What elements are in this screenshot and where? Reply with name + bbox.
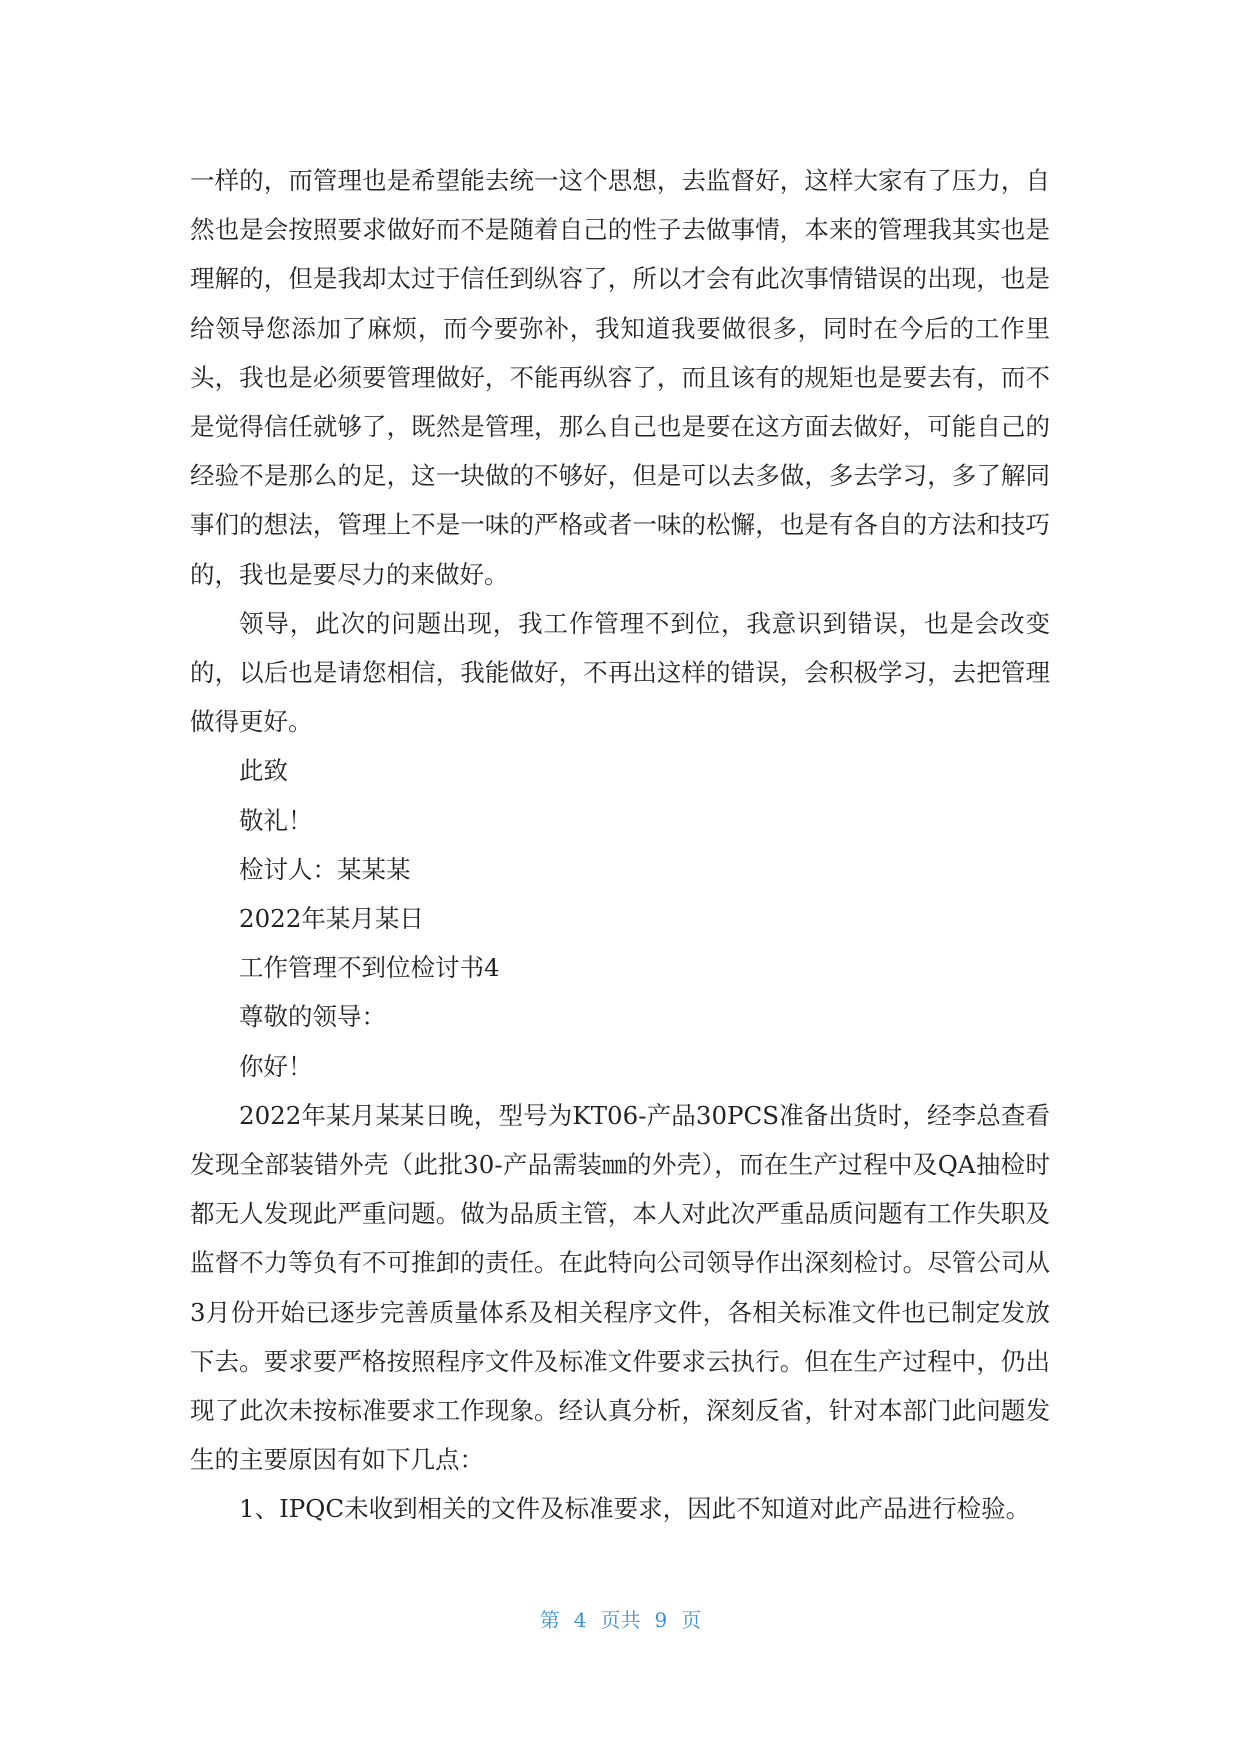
greeting: 你好！: [239, 1051, 313, 1081]
paragraph: 一样的，而管理也是希望能去统一这个思想，去监督好，这样大家有了压力，自然也是会按照要求做好而不是随着自己的性子去做事情，本来的管理我其实也是理解的，但是我却太过于信任到纵容了，所以才会有此次事情错误的出现，也是给领导您添加了麻烦，而今要弥补，我知道我要做很多，同时在今后的工作里头，我也是必须要管理做好，不能再纵容了，而且该有的规矩也是要去有，而不是觉得信任就够了，既然是管理，那么自己也是要在这方面去做好，可能自己的经验不是那么的足，这一块做的不够好，但是可以去多做，多去学习，多了解同事们的想法，管理上不是一味的严格或者一味的松懈，也是有各自的方法和技巧的，我也是要尽力的来做好。: [190, 166, 1050, 589]
page-of-label: 页共: [600, 1608, 641, 1632]
date-line: 2022年某月某日: [239, 904, 424, 934]
page-footer: [0, 1604, 1241, 1633]
section-title: 工作管理不到位检讨书4: [239, 953, 500, 983]
page-label: 第: [539, 1608, 560, 1632]
page-end-label: 页: [681, 1608, 702, 1632]
salutation: 尊敬的领导：: [239, 1002, 386, 1032]
document-body: [190, 156, 1050, 1534]
signature-line: 检讨人：某某某: [239, 854, 411, 884]
total-pages-number: 9: [654, 1608, 668, 1632]
list-item: 1、IPQC未收到相关的文件及标准要求，因此不知道对此产品进行检验。: [239, 1494, 1031, 1524]
current-page-number: 4: [573, 1608, 587, 1632]
paragraph: 2022年某月某某日晚，型号为KT06-产品30PCS准备出货时，经李总查看发现全部装错外壳（此批30-产品需装㎜的外壳），而在生产过程中及QA抽检时都无人发现此严重问题。做为品质主管，本人对此次严重品质问题有工作失职及监督不力等负有不可推卸的责任。在此特向公司领导作出深刻检讨。尽管公司从3月份开始已逐步完善质量体系及相关程序文件，各相关标准文件也已制定发放下去。要求要严格按照程序文件及标准文件要求云执行。但在生产过程中，仍出现了此次未按标准要求工作现象。经认真分析，深刻反省，针对本部门此问题发生的主要原因有如下几点：: [190, 1100, 1050, 1475]
paragraph: 领导，此次的问题出现，我工作管理不到位，我意识到错误，也是会改变的，以后也是请您相信，我能做好，不再出这样的错误，会积极学习，去把管理做得更好。: [190, 608, 1050, 737]
closing-salutation: 此致: [239, 756, 288, 786]
closing-regards: 敬礼！: [239, 805, 313, 835]
